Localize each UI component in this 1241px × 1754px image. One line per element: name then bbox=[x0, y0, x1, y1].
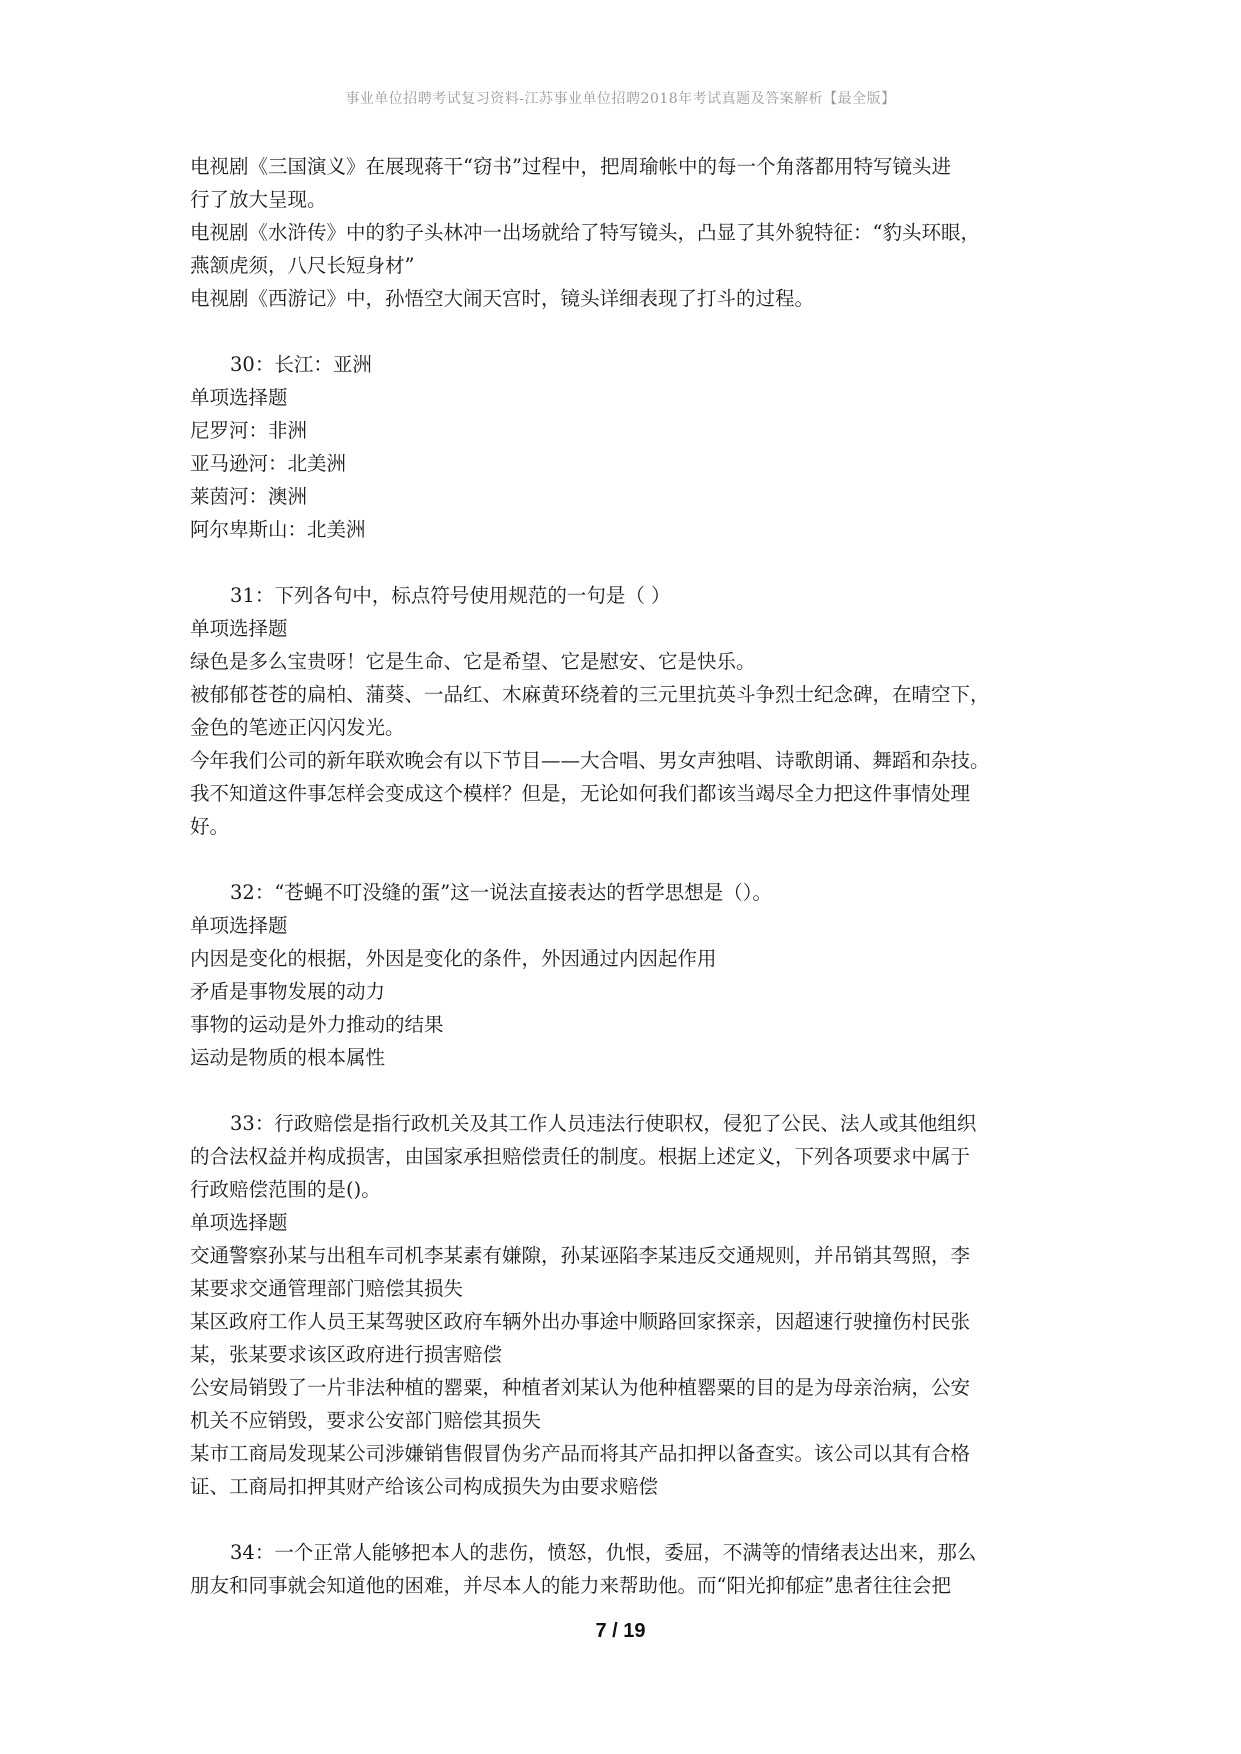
question-31-line: 金色的笔迹正闪闪发光。 bbox=[190, 716, 405, 739]
page-body bbox=[190, 150, 1080, 1602]
intro-line: 燕颔虎须，八尺长短身材” bbox=[190, 254, 415, 277]
question-31-line: 好。 bbox=[190, 815, 230, 838]
question-33-line: 公安局销毁了一片非法种植的罂粟，种植者刘某认为他种植罂粟的目的是为母亲治病，公安 bbox=[190, 1376, 971, 1399]
question-31-line: 今年我们公司的新年联欢晚会有以下节目——大合唱、男女声独唱、诗歌朗诵、舞蹈和杂技。 bbox=[190, 749, 990, 772]
question-31-line: 绿色是多么宝贵呀！它是生命、它是希望、它是慰安、它是快乐。 bbox=[190, 650, 756, 673]
spacer bbox=[190, 315, 1080, 348]
question-33-line: 机关不应销毁，要求公安部门赔偿其损失 bbox=[190, 1409, 542, 1432]
intro-line: 电视剧《三国演义》在展现蒋干“窃书”过程中，把周瑜帐中的每一个角落都用特写镜头进 bbox=[190, 155, 951, 178]
spacer bbox=[190, 1503, 1080, 1536]
question-33-line: 某，张某要求该区政府进行损害赔偿 bbox=[190, 1343, 503, 1366]
question-33-line: 某区政府工作人员王某驾驶区政府车辆外出办事途中顺路回家探亲，因超速行驶撞伤村民张 bbox=[190, 1310, 971, 1333]
question-30-stem: 30：长江：亚洲 bbox=[230, 353, 372, 376]
question-32-option: 矛盾是事物发展的动力 bbox=[190, 980, 386, 1003]
spacer bbox=[190, 843, 1080, 876]
intro-line: 电视剧《西游记》中，孙悟空大闹天宫时，镜头详细表现了打斗的过程。 bbox=[190, 287, 815, 310]
question-34-stem: 34：一个正常人能够把本人的悲伤，愤怒，仇恨，委屈，不满等的情绪表达出来，那么 bbox=[230, 1541, 977, 1564]
spacer bbox=[190, 546, 1080, 579]
question-30-type: 单项选择题 bbox=[190, 386, 288, 409]
question-32-option: 运动是物质的根本属性 bbox=[190, 1046, 386, 1069]
question-30-option: 莱茵河：澳洲 bbox=[190, 485, 308, 508]
spacer bbox=[190, 1074, 1080, 1107]
question-32-option: 内因是变化的根据，外因是变化的条件，外因通过内因起作用 bbox=[190, 947, 717, 970]
question-30-option: 尼罗河：非洲 bbox=[190, 419, 308, 442]
question-31-line: 我不知道这件事怎样会变成这个模样？但是，无论如何我们都该当竭尽全力把这件事情处理 bbox=[190, 782, 971, 805]
question-33-line: 证、工商局扣押其财产给该公司构成损失为由要求赔偿 bbox=[190, 1475, 659, 1498]
question-33-stem: 的合法权益并构成损害，由国家承担赔偿责任的制度。根据上述定义，下列各项要求中属于 bbox=[190, 1145, 971, 1168]
intro-line: 行了放大呈现。 bbox=[190, 188, 327, 211]
question-32-type: 单项选择题 bbox=[190, 914, 288, 937]
question-33-type: 单项选择题 bbox=[190, 1211, 288, 1234]
question-33-stem: 33：行政赔偿是指行政机关及其工作人员违法行使职权，侵犯了公民、法人或其他组织 bbox=[230, 1112, 977, 1135]
question-31-type: 单项选择题 bbox=[190, 617, 288, 640]
question-33-line: 交通警察孙某与出租车司机李某素有嫌隙，孙某诬陷李某违反交通规则，并吊销其驾照，李 bbox=[190, 1244, 971, 1267]
question-31-line: 被郁郁苍苍的扁柏、蒲葵、一品红、木麻黄环绕着的三元里抗英斗争烈士纪念碑，在晴空下， bbox=[190, 683, 990, 706]
question-31-stem: 31：下列各句中，标点符号使用规范的一句是（ ） bbox=[230, 584, 671, 607]
question-34-stem: 朋友和同事就会知道他的困难，并尽本人的能力来帮助他。而“阳光抑郁症”患者往往会把 bbox=[190, 1574, 951, 1597]
question-32-stem: 32：“苍蝇不叮没缝的蛋”这一说法直接表达的哲学思想是（）。 bbox=[230, 881, 773, 904]
intro-line: 电视剧《水浒传》中的豹子头林冲一出场就给了特写镜头，凸显了其外貌特征：“豹头环眼， bbox=[190, 221, 980, 244]
question-30-option: 阿尔卑斯山：北美洲 bbox=[190, 518, 366, 541]
page-number: 7 / 19 bbox=[595, 1620, 646, 1642]
question-32-option: 事物的运动是外力推动的结果 bbox=[190, 1013, 444, 1036]
question-33-line: 某市工商局发现某公司涉嫌销售假冒伪劣产品而将其产品扣押以备查实。该公司以其有合格 bbox=[190, 1442, 971, 1465]
question-33-stem: 行政赔偿范围的是()。 bbox=[190, 1178, 381, 1201]
page-header: 事业单位招聘考试复习资料-江苏事业单位招聘2018年考试真题及答案解析【最全版】 bbox=[345, 91, 896, 107]
question-33-line: 某要求交通管理部门赔偿其损失 bbox=[190, 1277, 464, 1300]
question-30-option: 亚马逊河：北美洲 bbox=[190, 452, 347, 475]
